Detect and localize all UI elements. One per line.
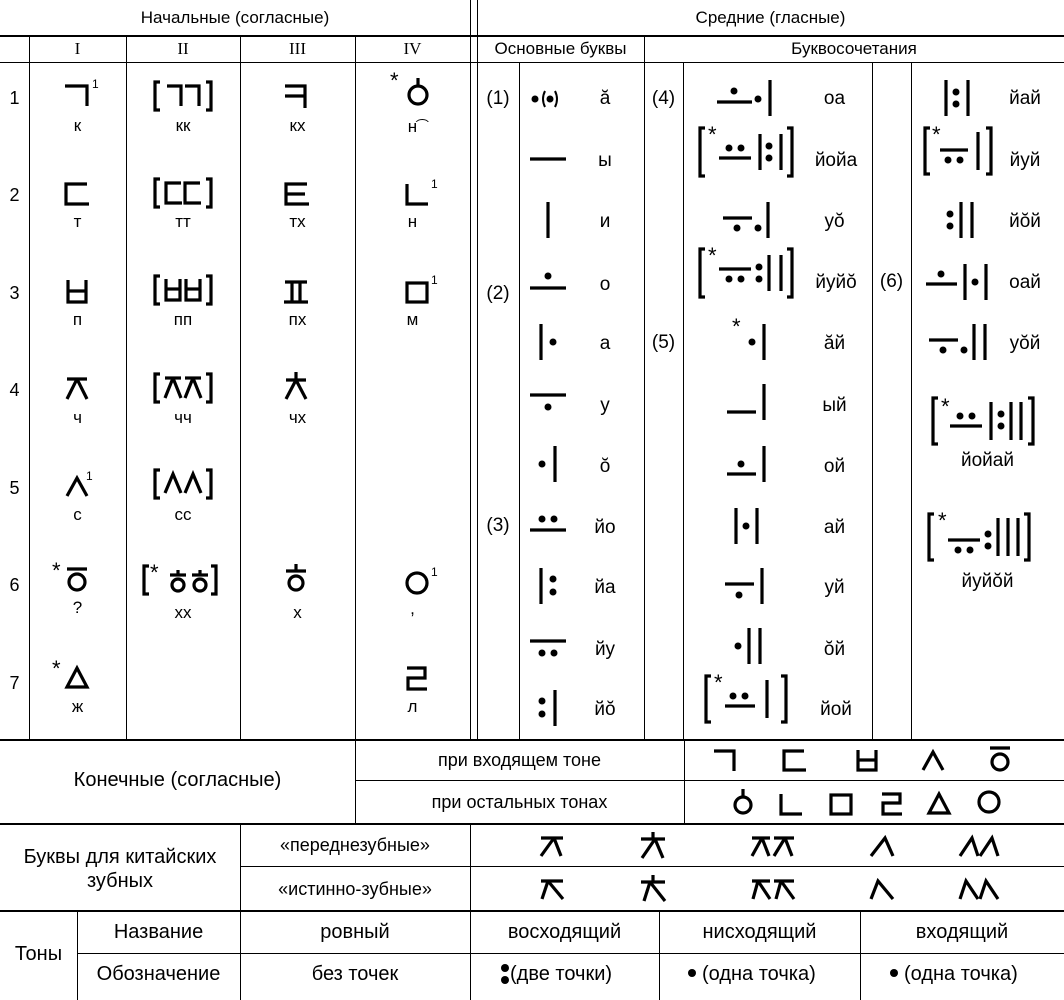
tone-mark-level: без точек [311, 963, 399, 985]
asterisk-mark: * [150, 560, 159, 585]
combo-label-oi: ой [823, 456, 846, 477]
combo-label-yoi: йой [820, 699, 852, 720]
combo-label-yuyeo: йуйŏ [815, 272, 857, 293]
asterisk-mark: * [708, 243, 717, 268]
final-giyeok-icon [712, 748, 738, 774]
row-number-7: 7 [9, 673, 20, 693]
dental-label-line1: Буквы для китайских [23, 846, 217, 868]
vowel-label-u: у [600, 395, 610, 416]
final-siot-icon [920, 748, 946, 774]
vowel-u-icon [529, 388, 569, 414]
two-dots-icon [500, 962, 510, 986]
col-header-II: II [177, 39, 189, 58]
vowel-eo-icon [535, 444, 561, 484]
group-label-4: (4) [651, 88, 676, 109]
translit-chch: чч [174, 408, 192, 427]
row-number-5: 5 [9, 478, 20, 498]
hangul-tieut-icon [283, 180, 311, 208]
combo-label-oa: оа [823, 88, 846, 109]
row-number-1: 1 [9, 88, 20, 108]
vowel-label-y: ы [598, 150, 612, 171]
final-bansiot-icon [926, 791, 952, 817]
vowel-yae-icon [942, 78, 974, 118]
true-dental-jieut-icon [538, 877, 566, 903]
group-label-6: (6) [879, 271, 904, 292]
vowel-yu-icon [529, 634, 569, 660]
tone-mark-rising: (две точки) [510, 963, 613, 985]
hangul-bieup-icon [65, 278, 89, 306]
translit-kh: кх [289, 116, 306, 135]
asterisk-mark: * [714, 670, 723, 695]
combo-label-oai: оай [1009, 272, 1041, 293]
footnote-mark: 1 [431, 177, 438, 191]
vowel-eu-icon [529, 150, 569, 170]
combo-label-yeoi: йŏй [1009, 211, 1041, 232]
vowel-e-icon [732, 626, 766, 666]
initial-title: Начальные (согласные) [140, 8, 330, 27]
vowel-ae-icon [732, 506, 762, 546]
asterisk-mark: * [390, 68, 399, 93]
footnote-mark: 1 [431, 565, 438, 579]
asterisk-mark: * [941, 394, 950, 419]
group-label-2: (2) [486, 283, 510, 304]
footnote-mark: 1 [431, 273, 438, 287]
tones-label: Тоны [14, 943, 63, 965]
combo-label-ui: уй [824, 577, 845, 598]
front-dental-jieut-icon [538, 834, 566, 860]
translit-x: х [293, 603, 302, 622]
translit-th: тх [289, 212, 306, 231]
final-yesieung-icon [730, 787, 756, 819]
final-ieung-icon [976, 789, 1004, 817]
translit-ph: пх [288, 310, 307, 329]
other-tones-label: при остальных тонах [431, 792, 608, 812]
vowel-label-i: и [599, 211, 611, 232]
group-label-5: (5) [651, 332, 676, 353]
translit-m: м [406, 310, 419, 329]
front-dental-ssangsiot-icon [958, 834, 1002, 860]
combo-label-uo: уŏ [824, 211, 845, 232]
tone-mark-falling: (одна точка) [702, 963, 816, 985]
translit-p: п [72, 310, 83, 329]
hangul-ssangsiot-icon [153, 468, 213, 500]
col-header-I: I [74, 39, 81, 58]
col-header-IV: IV [403, 39, 422, 58]
final-digeut-icon [781, 748, 807, 774]
row-number-2: 2 [9, 185, 20, 205]
row-number-4: 4 [9, 380, 20, 400]
vowel-wo-icon [722, 200, 772, 240]
hangul-hieut-icon [283, 562, 309, 594]
translit-n: н [407, 212, 418, 231]
footnote-mark: 1 [86, 469, 93, 483]
vowel-label-yo: йо [594, 517, 616, 538]
vowel-wae-icon [925, 262, 995, 302]
vowel-we-icon [928, 322, 996, 362]
tone-name-entering: входящий [915, 921, 1009, 943]
asterisk-mark: * [52, 656, 61, 681]
combo-label-yi: ый [822, 395, 847, 416]
vowel-yeo-icon [535, 688, 561, 728]
asterisk-mark: * [708, 122, 717, 147]
tone-name-level: ровный [320, 921, 390, 943]
translit-pp: пп [173, 310, 193, 329]
translit-glottal: ? [72, 598, 83, 617]
hangul-ieung-icon [404, 570, 432, 598]
true-dental-chieut-icon [638, 873, 668, 903]
combo-label-yai: йай [1009, 88, 1041, 109]
vowel-wi-icon [724, 566, 768, 606]
one-dot-icon [687, 968, 697, 978]
vowel-aei-icon [744, 322, 770, 362]
hangul-mieum-icon [404, 280, 430, 306]
translit-ng: н͡ [407, 117, 418, 136]
vowel-label-a-short: ă [599, 88, 611, 109]
hangul-nieun-icon [404, 182, 430, 208]
vowel-label-eo: ŏ [599, 456, 611, 477]
final-mieum-icon [828, 792, 854, 818]
asterisk-mark: * [938, 508, 947, 533]
final-rieul-icon [880, 791, 904, 819]
final-nieun-icon [778, 792, 804, 818]
tone-mark-entering: (одна точка) [904, 963, 1018, 985]
vowel-label-a: а [599, 333, 611, 354]
dental-label [0, 845, 240, 893]
tone-name-rising: восходящий [507, 921, 622, 943]
translit-null: , [410, 599, 415, 618]
medial-title: Средние (гласные) [695, 8, 846, 27]
hangul-kieuk-icon [283, 82, 309, 110]
col-header-III: III [289, 39, 306, 58]
vowel-label-yu: йу [594, 639, 616, 660]
true-dental-siot-icon [868, 877, 896, 903]
hangul-ssangjieut-icon [153, 372, 213, 404]
vowel-ya-icon [535, 566, 561, 606]
one-dot-icon [889, 968, 899, 978]
combo-label-ai: ай [823, 517, 846, 538]
combo-label-eoi: ŏй [823, 639, 846, 660]
translit-tt: тт [175, 212, 191, 231]
combo-label-yuyeoi: йуйŏй [961, 571, 1014, 592]
hangul-bansiot-icon [64, 665, 90, 691]
vowel-oe-icon [726, 444, 770, 484]
hangul-ssangbieup-icon [153, 274, 213, 306]
vowel-ye-icon [945, 200, 977, 240]
translit-ch: ч [73, 408, 82, 427]
hangul-ssangdigeut-icon [153, 177, 213, 209]
hangul-rieul-icon [405, 665, 429, 693]
translit-k: к [73, 116, 82, 135]
true-dental-label: «истинно-зубные» [278, 879, 432, 899]
translit-s: с [73, 505, 82, 524]
basic-letters-header: Основные буквы [494, 39, 627, 58]
final-yeorinhieut-icon [987, 745, 1013, 775]
entering-tone-label: при входящем тоне [437, 750, 602, 770]
front-dental-label: «переднезубные» [280, 835, 430, 855]
true-dental-ssangjieut-icon [750, 877, 796, 903]
asterisk-mark: * [932, 122, 941, 147]
translit-ss: сс [174, 505, 192, 524]
vowel-ui-icon [726, 382, 770, 422]
combinations-header: Буквосочетания [791, 39, 917, 58]
hangul-chieut-icon [283, 370, 309, 402]
vowel-a-icon [535, 322, 561, 362]
translit-kk: кк [175, 116, 191, 135]
front-dental-siot-icon [868, 834, 896, 860]
hangul-giyeok-icon [63, 82, 93, 110]
vowel-arae-a-icon [529, 88, 569, 110]
translit-chh: чх [288, 408, 307, 427]
hangul-ssanggiyeok-icon [153, 80, 213, 112]
footnote-mark: 1 [92, 77, 99, 91]
vowel-label-o: о [599, 274, 611, 295]
tone-name-header: Название [113, 921, 204, 943]
front-dental-chieut-icon [638, 830, 668, 860]
vowel-label-ya: йа [594, 577, 616, 598]
vowel-i-icon [540, 200, 556, 240]
hangul-yeorinhieut-icon [64, 566, 90, 594]
translit-zh: ж [71, 697, 84, 716]
translit-l: л [407, 697, 418, 716]
combo-label-ai-short: ăй [823, 333, 846, 354]
hangul-pieup-icon [282, 278, 310, 306]
combo-label-yui: йуй [1009, 150, 1041, 171]
hangul-digeut-icon [63, 180, 91, 208]
group-label-3: (3) [486, 515, 510, 536]
combo-label-yoyai: йойай [961, 450, 1014, 471]
tone-mark-header: Обозначение [96, 963, 221, 985]
vowel-wa-icon [716, 78, 776, 118]
asterisk-mark: * [52, 558, 61, 583]
final-consonants-label: Конечные (согласные) [73, 769, 282, 791]
true-dental-ssangsiot-icon [958, 877, 1002, 903]
dental-label-line2: зубных [86, 870, 154, 892]
tone-name-falling: нисходящий [702, 921, 817, 943]
combo-label-yoya: йойа [814, 150, 858, 171]
translit-t: т [73, 212, 82, 231]
row-number-3: 3 [9, 283, 20, 303]
asterisk-mark: * [732, 314, 741, 339]
vowel-label-yeo: йŏ [594, 699, 616, 720]
row-number-6: 6 [9, 575, 20, 595]
final-bieup-icon [855, 748, 879, 774]
vowel-yo-icon [529, 512, 569, 538]
group-label-1: (1) [486, 88, 510, 109]
vowel-o-icon [529, 270, 569, 296]
translit-xx: хх [174, 603, 192, 622]
combo-label-uoi: уŏй [1009, 333, 1041, 354]
hangul-jieut-icon [64, 375, 90, 403]
front-dental-ssangjieut-icon [750, 834, 796, 860]
hangul-yesieung-icon [404, 76, 432, 108]
